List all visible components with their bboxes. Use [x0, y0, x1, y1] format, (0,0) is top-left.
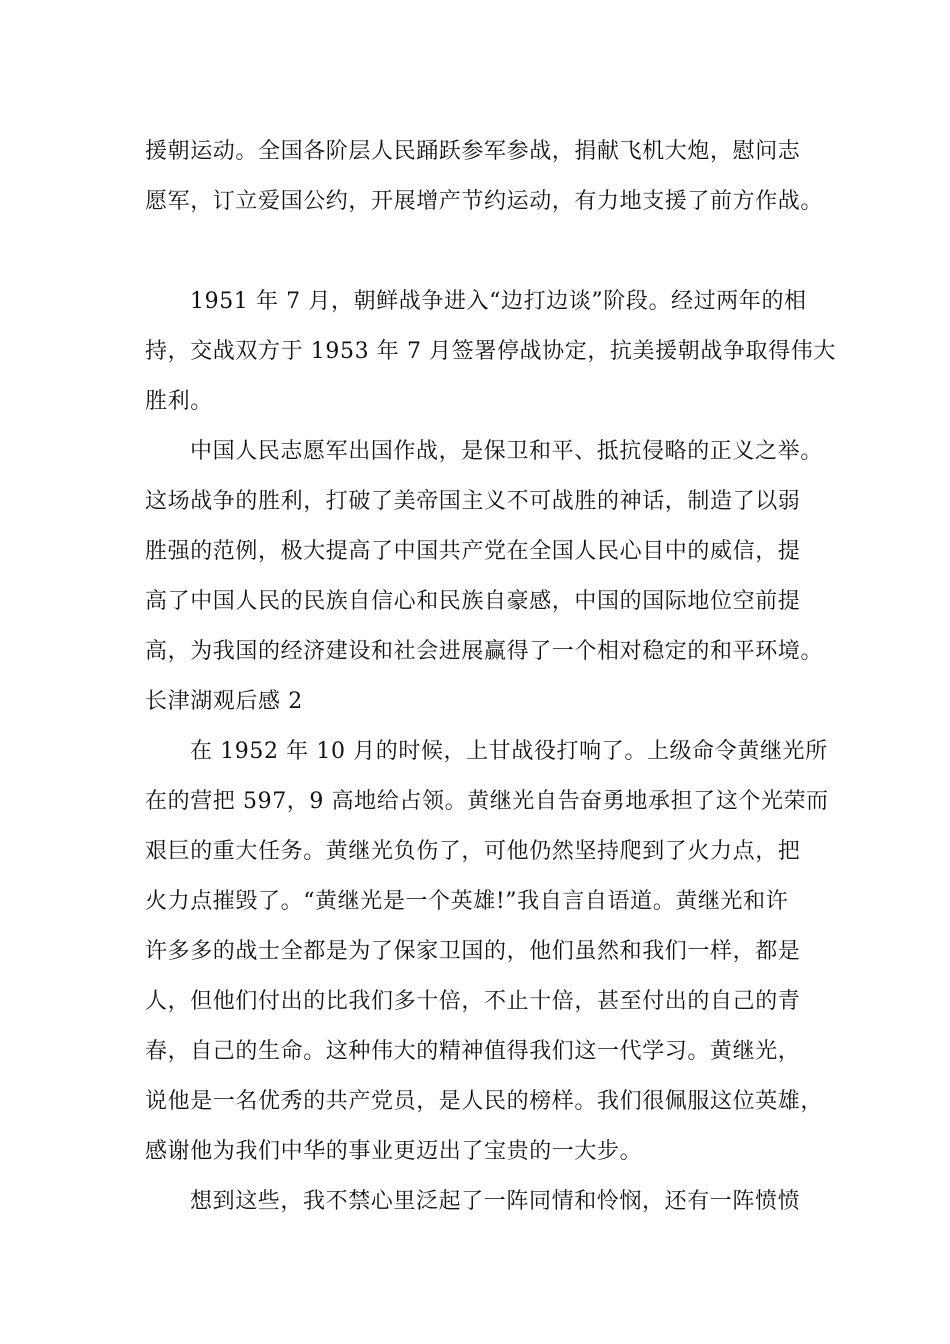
text-line: 高，为我国的经济建设和社会进展赢得了一个相对稳定的和平环境。 — [145, 639, 824, 664]
text-line: 胜利。 — [145, 389, 213, 414]
text-line: 感谢他为我们中华的事业更迈出了宝贵的一大步。 — [145, 1139, 643, 1164]
text-line: 在的营把 597，9 高地给占领。黄继光自告奋勇地承担了这个光荣而 — [145, 789, 829, 814]
text-line: 愿军，订立爱国公约，开展增产节约运动，有力地支援了前方作战。 — [145, 189, 824, 214]
text-line: 在 1952 年 10 月的时候，上甘战役打响了。上级命令黄继光所 — [190, 739, 828, 764]
text-line: 艰巨的重大任务。黄继光负伤了，可他仍然坚持爬到了火力点，把 — [145, 839, 801, 864]
text-line: 这场战争的胜利，打破了美帝国主义不可战胜的神话，制造了以弱 — [145, 489, 801, 514]
text-line: 许多多的战士全都是为了保家卫国的，他们虽然和我们一样，都是 — [145, 939, 801, 964]
text-line: 1951 年 7 月，朝鲜战争进入“边打边谈”阶段。经过两年的相 — [190, 289, 807, 314]
text-line: 说他是一名优秀的共产党员，是人民的榜样。我们很佩服这位英雄， — [145, 1089, 824, 1114]
text-line: 高了中国人民的民族自信心和民族自豪感，中国的国际地位空前提 — [145, 589, 801, 614]
text-line: 胜强的范例，极大提高了中国共产党在全国人民心目中的威信，提 — [145, 539, 801, 564]
text-line: 持，交战双方于 1953 年 7 月签署停战协定，抗美援朝战争取得伟大 — [145, 339, 836, 364]
text-line: 想到这些，我不禁心里泛起了一阵同情和怜悯，还有一阵愤愤 — [190, 1189, 801, 1214]
text-line: 人，但他们付出的比我们多十倍，不止十倍，甚至付出的自己的青 — [145, 989, 801, 1014]
text-line: 春，自己的生命。这种伟大的精神值得我们这一代学习。黄继光， — [145, 1039, 801, 1064]
text-line: 火力点摧毁了。“黄继光是一个英雄!”我自言自语道。黄继光和许 — [145, 889, 789, 914]
text-line: 援朝运动。全国各阶层人民踊跃参军参战，捐献飞机大炮，慰问志 — [145, 139, 801, 164]
text-line: 中国人民志愿军出国作战，是保卫和平、抵抗侵略的正义之举。 — [190, 439, 823, 464]
section-heading: 长津湖观后感 2 — [145, 689, 303, 714]
